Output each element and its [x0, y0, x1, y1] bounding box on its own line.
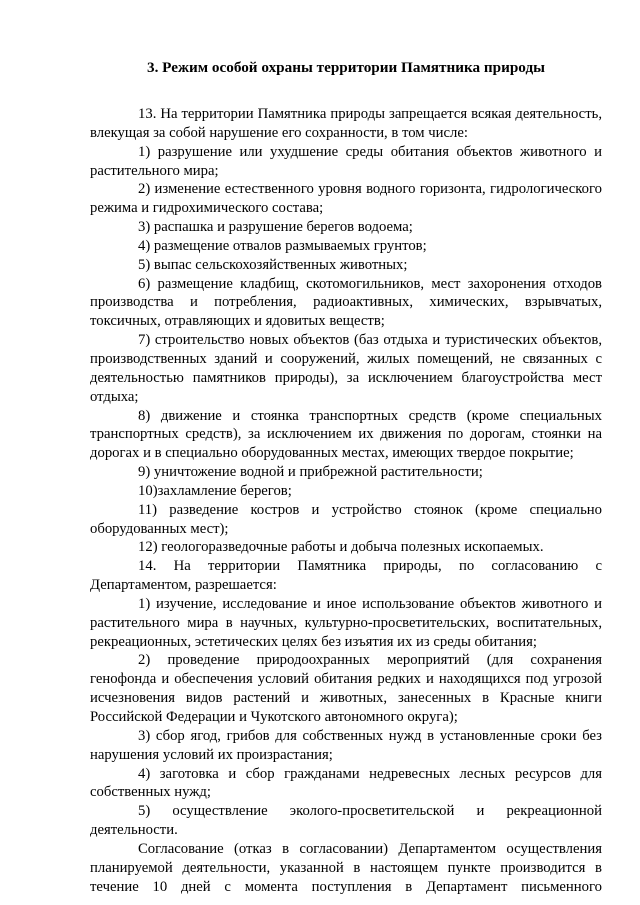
permitted-item-4: 4) заготовка и сбор гражданами недревесных лесных ресурсов для собственных нужд;	[90, 765, 602, 801]
approval-paragraph: Согласование (отказ в согласовании) Департаментом осуществления планируемой деятельности, указанной в настоящем пункте производится в течение 10 дней с момента поступления в Департамент письменного	[90, 840, 602, 895]
permitted-item-1: 1) изучение, исследование и иное использование объектов животного и растительного мира в научных, культурно-просветительских, воспитательных, рекреационных, эстетических целях без изъятия их из среды обитания;	[90, 595, 602, 650]
prohibited-item-6: 6) размещение кладбищ, скотомогильников, мест захоронения отходов производства и потребления, радиоактивных, химических, взрывчатых, токсичных, отравляющих и ядовитых веществ;	[90, 275, 602, 330]
prohibited-item-3: 3) распашка и разрушение берегов водоема;	[138, 219, 413, 236]
permitted-item-3: 3) сбор ягод, грибов для собственных нужд в установленные сроки без нарушения условий их произрастания;	[90, 727, 602, 763]
prohibited-item-4: 4) размещение отвалов размываемых грунтов;	[138, 237, 427, 254]
paragraph-13-intro: 13. На территории Памятника природы запрещается всякая деятельность, влекущая за собой нарушение его сохранности, в том числе:	[90, 106, 602, 141]
section-heading: 3. Режим особой охраны территории Памятника природы	[146, 59, 545, 76]
prohibited-item-1: 1) разрушение или ухудшение среды обитания объектов животного и растительного мира;	[90, 143, 602, 179]
prohibited-item-12: 12) геологоразведочные работы и добыча полезных ископаемых.	[138, 539, 544, 556]
prohibited-item-7: 7) строительство новых объектов (баз отдыха и туристических объектов, производственных зданий и сооружений, жилых помещений, не связанных с деятельностью памятников природы), за исключением благоустройства мест отдыха;	[90, 332, 602, 405]
prohibited-item-9: 9) уничтожение водной и прибрежной растительности;	[138, 464, 483, 481]
prohibited-item-5: 5) выпас сельскохозяйственных животных;	[138, 256, 408, 273]
document-page	[90, 58, 602, 896]
prohibited-item-2: 2) изменение естественного уровня водного горизонта, гидрологического режима и гидрохимического состава;	[90, 181, 602, 217]
prohibited-item-8: 8) движение и стоянка транспортных средств (кроме специальных транспортных средств), за исключением их движения по дорогам, стоянки на дорогах и в специально оборудованных местах, имеющих твердое покрытие;	[90, 407, 602, 462]
permitted-item-5: 5) осуществление эколого-просветительской и рекреационной деятельности.	[90, 803, 602, 839]
prohibited-item-10: 10)захламление берегов;	[138, 482, 292, 499]
prohibited-item-11: 11) разведение костров и устройство стоянок (кроме специально оборудованных мест);	[90, 501, 602, 537]
permitted-item-2: 2) проведение природоохранных мероприятий (для сохранения генофонда и обеспечения условий обитания редких и находящихся под угрозой исчезновения видов растений и животных, занесенных в Красные книги Российской Федерации и Чукотского автономного округа);	[90, 652, 602, 725]
paragraph-14-intro: 14. На территории Памятника природы, по согласованию с Департаментом, разрешается:	[90, 558, 602, 594]
